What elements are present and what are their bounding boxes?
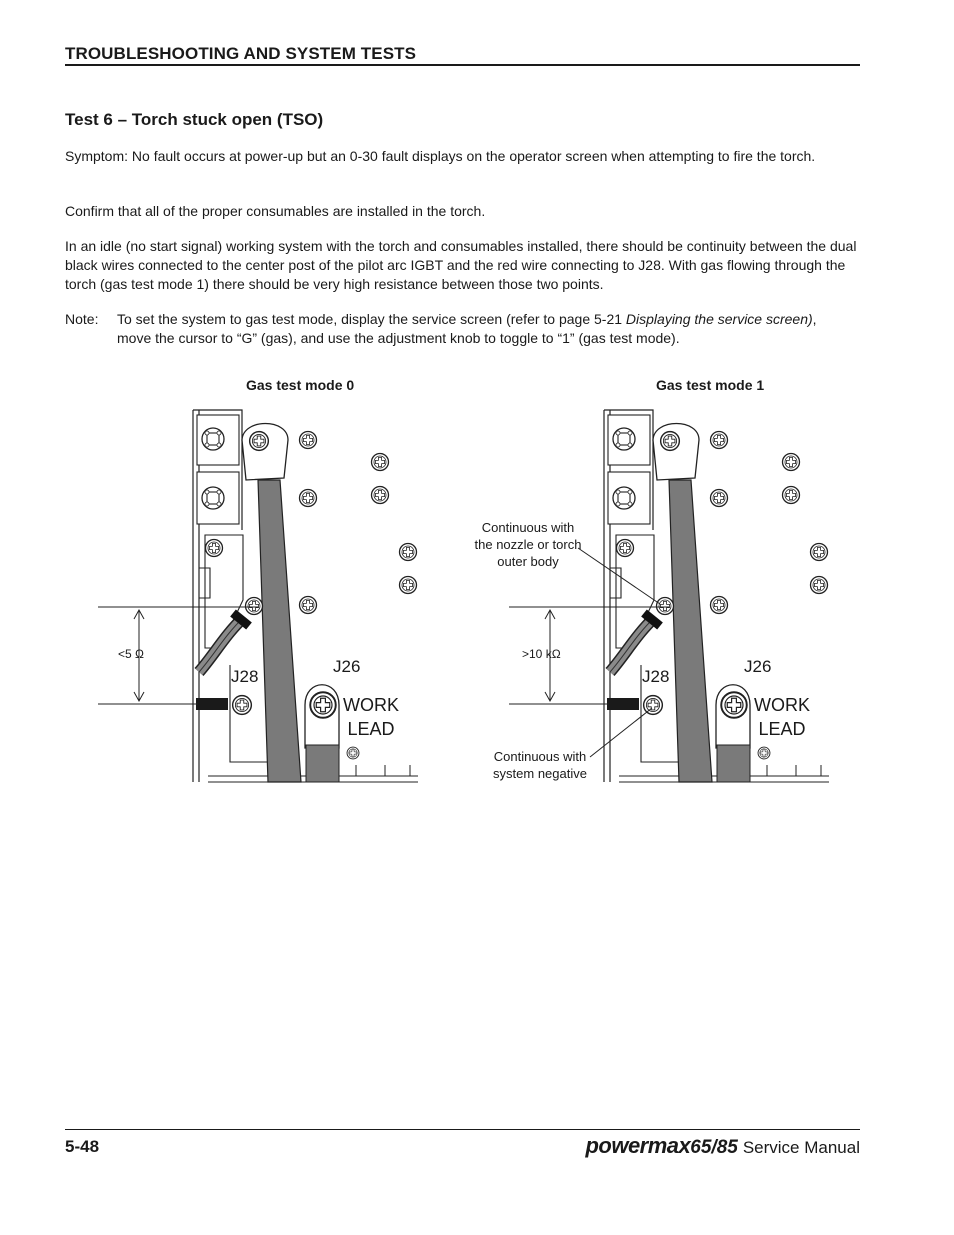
right-j28-label: J28	[642, 667, 670, 686]
note-text: To set the system to gas test mode, display the service screen (refer to page 5-21 Displaying the service screen), move the cursor to “G” (gas), and use the adjustment knob to toggle to “1” (gas test mode).	[117, 311, 817, 346]
footer-rule	[65, 1129, 860, 1130]
brand-logo-text: powermax	[585, 1133, 691, 1158]
left-j28-label: J28	[231, 667, 259, 686]
right-work-lead-label: WORK LEAD	[754, 695, 810, 739]
continuity-paragraph: In an idle (no start signal) working system with the torch and consumables installed, there should be continuity between the dual black wires connected to the center post of the pilot arc IGBT and the red wire connecting to J28. With gas flowing through the torch (gas test mode 1) there should be very high resistance between those two points.	[65, 238, 857, 292]
brand-suffix: Service Manual	[742, 1138, 860, 1157]
left-measurement: <5 Ω	[118, 647, 144, 661]
left-work-lead-label: WORK LEAD	[343, 695, 399, 739]
left-j26-label: J26	[333, 657, 361, 676]
page-number: 5-48	[65, 1137, 100, 1156]
right-figure-title: Gas test mode 1	[656, 377, 765, 393]
note-reference: Displaying the service screen)	[625, 311, 813, 327]
consumables-paragraph: Confirm that all of the proper consumables are installed in the torch.	[65, 203, 486, 219]
callout-system-negative: Continuous with system negative	[493, 749, 587, 781]
symptom-paragraph: Symptom: No fault occurs at power-up but an 0-30 fault displays on the operator screen when attempting to fire the torch.	[65, 148, 816, 164]
note-label: Note:	[65, 311, 99, 327]
right-measurement: >10 kΩ	[522, 647, 561, 661]
footer-brand	[585, 1133, 860, 1159]
right-j26-label: J26	[744, 657, 772, 676]
callout-nozzle: Continuous with the nozzle or torch outer body	[474, 520, 582, 569]
test-title: Test 6 – Torch stuck open (TSO)	[65, 110, 324, 129]
section-heading: TROUBLESHOOTING AND SYSTEM TESTS	[65, 44, 417, 63]
brand-model: 65/85	[690, 1137, 738, 1158]
left-figure-title: Gas test mode 0	[246, 377, 355, 393]
